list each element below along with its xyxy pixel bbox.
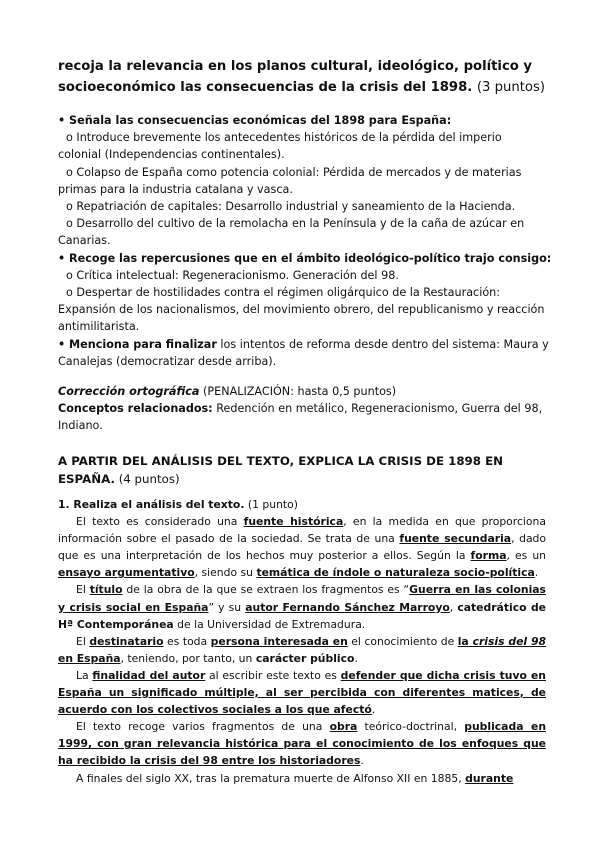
- economic-item-4b: Canarias.: [58, 234, 111, 248]
- concepts-text: Redención en metálico, Regeneracionismo, Guerra del 98,: [212, 402, 543, 416]
- bullet-reform-line-2: Canalejas (democratizar desde arriba).: [58, 354, 277, 368]
- p3-text-1: El: [76, 634, 90, 648]
- bullet-reform-label: • Menciona para finalizar: [58, 337, 217, 351]
- p3-key-3a: la: [457, 634, 473, 648]
- criteria-list: [58, 112, 552, 370]
- economic-item-1a: o Introduce brevemente los antecedentes históricos de la pérdida del imperio: [66, 131, 502, 145]
- analysis-section: [58, 496, 546, 787]
- section-title-line-2: ESPAÑA.: [58, 472, 115, 486]
- paragraph-recipient: [58, 633, 546, 667]
- intro-line-1: recoja la relevancia en los planos cultural, ideológico, político y: [58, 59, 533, 74]
- paragraph-purpose: [58, 667, 546, 718]
- spelling-label: Corrección ortográfica: [58, 385, 200, 398]
- p5-key-1: obra: [329, 720, 358, 734]
- bullet-economic-heading: • Señala las consecuencias económicas del 1898 para España:: [58, 114, 452, 127]
- economic-item-1b: colonial (Independencias continentales).: [58, 148, 285, 162]
- bullet-reform-text: los intentos de reforma desde dentro del sistema: Maura y: [216, 337, 549, 351]
- heading-text: Realiza el análisis del texto.: [69, 498, 245, 511]
- p6-text-1: A finales del siglo XX, tras la prematura muerte de Alfonso XII en 1885,: [76, 771, 466, 785]
- p2-text-3: ” y su: [208, 600, 246, 614]
- section-title-line-1: A PARTIR DEL ANÁLISIS DEL TEXTO, EXPLICA LA CRISIS DE 1898 EN: [58, 454, 503, 468]
- p3-key-4: carácter público: [255, 651, 355, 665]
- p5-text-2: teórico-doctrinal,: [357, 720, 465, 734]
- p3-key-3c: en España: [58, 651, 121, 665]
- p2-text-4: ,: [449, 600, 458, 614]
- p4-text-2: al escribir este texto es: [205, 668, 341, 682]
- economic-item-2a: o Colapso de España como potencia colonial: Pérdida de mercados y de materias: [66, 165, 522, 179]
- spelling-text: (PENALIZACIÓN: hasta 0,5 puntos): [199, 385, 397, 398]
- economic-item-3: o Repatriación de capitales: Desarrollo industrial y saneamiento de la Hacienda.: [66, 200, 516, 214]
- p2-key-2: Guerra en las colonias y crisis social en España: [58, 583, 546, 614]
- p2-text-5: de la Universidad de Extremadura.: [173, 617, 366, 631]
- p1-text-2: , en la medida en que proporciona información sobre el pasado de la sociedad. Se trata de una: [58, 515, 546, 546]
- p3-key-3b: crisis del 98: [472, 634, 546, 648]
- concepts-line-2: Indiano.: [58, 419, 103, 433]
- economic-item-4a: o Desarrollo del cultivo de la remolacha en la Península y de la caña de azúcar en: [66, 217, 525, 231]
- paragraph-context: [58, 770, 546, 787]
- p1-text-4: , es un: [506, 549, 547, 563]
- p3-text-4: , teniendo, por tanto, un: [120, 651, 256, 665]
- p1-text-5: , siendo su: [194, 566, 257, 580]
- p4-text-3: .: [371, 703, 376, 717]
- heading-points: (1 punto): [244, 498, 298, 511]
- p2-text-2: de la obra de la que se extraen los fragmentos es “: [122, 583, 410, 597]
- p2-key-3: autor Fernando Sánchez Marroyo: [245, 600, 450, 614]
- intro-points: (3 puntos): [476, 80, 545, 95]
- ideological-item-2b: Expansión de los nacionalismos, del movimiento obrero, del republicanismo y reacción: [58, 303, 545, 317]
- concepts-label: Conceptos relacionados:: [58, 402, 213, 416]
- p1-text-6: .: [534, 566, 539, 580]
- paragraph-source: [58, 513, 546, 581]
- paragraph-work: [58, 718, 546, 769]
- p4-text-1: La: [76, 668, 93, 682]
- heading-number: 1.: [58, 498, 70, 511]
- paragraph-title-author: [58, 581, 546, 632]
- p2-key-4: catedrático de Hª Contemporánea: [58, 600, 546, 631]
- p6-key-1: durante: [465, 771, 514, 785]
- p3-text-2: es toda: [163, 634, 211, 648]
- section-points: (4 puntos): [114, 472, 180, 486]
- p3-text-3: el conocimiento de: [347, 634, 458, 648]
- p4-key-1: finalidad del autor: [92, 668, 206, 682]
- p1-key-1: fuente histórica: [243, 515, 344, 529]
- intro-line-2: socioeconómico las consecuencias de la crisis del 1898.: [58, 80, 473, 95]
- p3-text-5: .: [354, 651, 358, 665]
- economic-item-2b: primas para la industria catalana y vasca.: [58, 182, 293, 196]
- p1-text-1: El texto es considerado una: [76, 515, 244, 529]
- corrections-block: [58, 383, 548, 435]
- ideological-item-2a: o Despertar de hostilidades contra el régimen oligárquico de la Restauración:: [66, 286, 501, 300]
- p5-key-2: publicada en 1999, con gran relevancia histórica para el conocimiento de los enfoques que ha recibido la crisis del 98 entre los historiadores: [58, 720, 547, 768]
- analysis-heading: [58, 496, 546, 513]
- p2-key-1: título: [89, 583, 123, 597]
- ideological-item-1: o Crítica intelectual: Regeneracionismo. Generación del 98.: [66, 268, 399, 282]
- p4-key-2: defender que dicha crisis tuvo en España un significado múltiple, al ser percibida con diferentes matices, de acuerdo con los colectivos sociales a los que afectó: [58, 668, 546, 717]
- p1-key-2: fuente secundaria: [399, 532, 512, 546]
- p5-text-3: .: [360, 754, 364, 768]
- p3-key-2: persona interesada en: [210, 634, 348, 648]
- p1-text-3: , dado que es una interpretación de los hechos muy posterior a ellos. Según la: [58, 532, 547, 563]
- p1-key-4: ensayo argumentativo: [58, 566, 195, 580]
- p1-key-3: forma: [470, 549, 507, 563]
- p1-key-5: temática de índole o naturaleza socio-política: [256, 566, 535, 580]
- bullet-ideological-heading: • Recoge las repercusiones que en el ámbito ideológico-político trajo consigo:: [58, 251, 552, 265]
- p5-text-1: El texto recoge varios fragmentos de una: [76, 720, 330, 734]
- p3-key-1: destinatario: [89, 634, 164, 648]
- p2-text-1: El: [76, 583, 90, 597]
- section-title: [58, 452, 548, 488]
- question-intro: [58, 56, 548, 98]
- ideological-item-2c: antimilitarista.: [58, 320, 140, 334]
